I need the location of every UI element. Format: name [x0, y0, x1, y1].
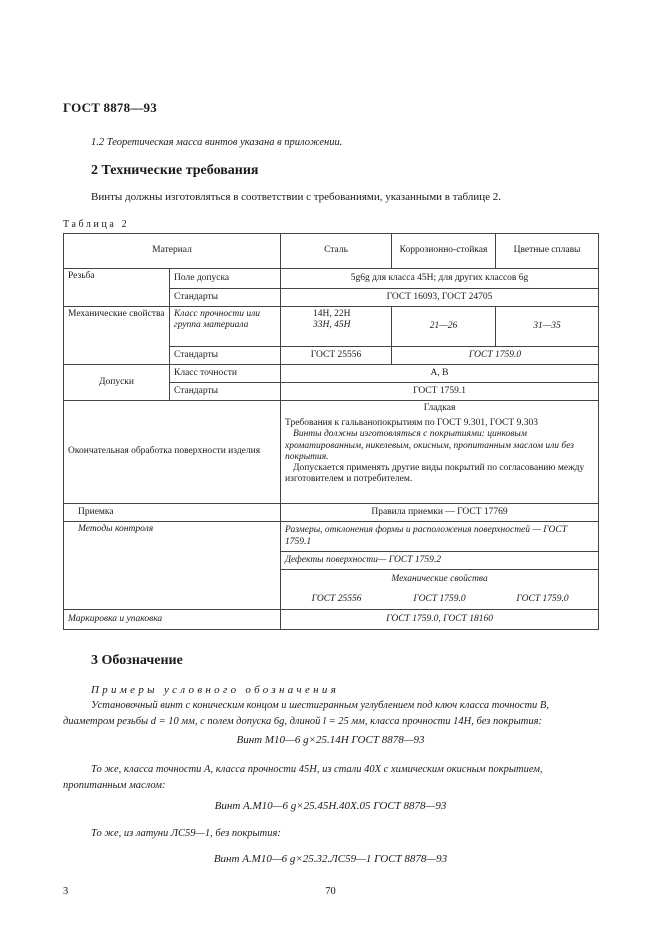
mech-label: Механические свойства: [64, 307, 170, 365]
methods-mech-stainless: ГОСТ 1759.0: [413, 593, 466, 604]
table-row: [64, 504, 599, 522]
header-nonferrous: Цветные сплавы: [496, 234, 599, 269]
section2-title: 2 Технические требования: [91, 163, 259, 178]
finish-line1: Требования к гальванопокрытиям по ГОСТ 9.301, ГОСТ 9.303: [285, 418, 538, 429]
document-header: ГОСТ 8878—93: [63, 100, 157, 115]
mech-class-label: Класс прочности или группа материала: [170, 307, 281, 347]
mech-stainless: 21—26: [392, 307, 496, 347]
methods-mech-values: [285, 594, 594, 605]
page-number-center: 70: [325, 886, 336, 897]
finish-head: Гладкая: [423, 403, 456, 413]
table-row: [64, 401, 599, 504]
mech-std-other: ГОСТ 1759.0: [392, 347, 599, 365]
finish-line2: Винты должны изготовляться с покрытиями: цинковым хроматированным, никелевым, окисным, пропитанным маслом или без покрытия.: [285, 429, 574, 462]
page-number-left: 3: [63, 886, 69, 897]
finish-line3: Допускается применять другие виды покрытий по согласованию между изготовителем и потребителем.: [285, 463, 585, 485]
requirements-table: [63, 233, 599, 630]
thread-label: Резьба: [64, 269, 170, 307]
table-header-row: [64, 234, 599, 269]
example1-formula: Винт М10—6 g×25.14Н ГОСТ 8878—93: [236, 734, 425, 746]
methods-label: Методы контроля: [64, 522, 281, 610]
marking-value: ГОСТ 1759.0, ГОСТ 18160: [281, 610, 599, 630]
tolerances-class-value: А, В: [281, 365, 599, 383]
header-steel: Сталь: [281, 234, 392, 269]
examples-title: Примеры условного обозначения: [91, 684, 340, 696]
tolerances-std-label: Стандарты: [170, 383, 281, 401]
methods-mech-steel: ГОСТ 25556: [311, 593, 362, 604]
section3-title: 3 Обозначение: [91, 653, 183, 668]
methods-mech-nonferrous: ГОСТ 1759.0: [516, 593, 569, 604]
table-row: [64, 307, 599, 347]
table-row: [64, 269, 599, 289]
mech-steel-a: 14Н, 22Н: [313, 309, 351, 319]
marking-label: Маркировка и упаковка: [64, 610, 281, 630]
mech-steel-cell: [281, 307, 392, 347]
mech-std-steel: ГОСТ 25556: [281, 347, 392, 365]
mech-std-label: Стандарты: [170, 347, 281, 365]
mech-nonferrous: 31—35: [496, 307, 599, 347]
methods-mech-head: Механические свойства: [391, 574, 488, 585]
header-material: Материал: [64, 234, 281, 269]
tolerances-label: Допуски: [64, 365, 170, 401]
tolerances-std-value: ГОСТ 1759.1: [281, 383, 599, 401]
thread-tol-label: Поле допуска: [170, 269, 281, 289]
methods-row2: Дефекты поверхности— ГОСТ 1759.2: [281, 552, 599, 570]
mech-steel-b: 33Н, 45Н: [313, 320, 351, 331]
table-row: [64, 610, 599, 630]
finish-label: Окончательная обработка поверхности изделия: [64, 401, 281, 504]
table-row: [64, 522, 599, 552]
section2-text: Винты должны изготовляться в соответствии с требованиями, указанными в таблице 2.: [91, 191, 502, 203]
acceptance-label: Приемка: [64, 504, 281, 522]
example1-text: Установочный винт с коническим концом и шестигранным углублением под ключ класса точности В, диаметром резьбы d = 10 мм, с полем допуска 6g, длиной l = 25 мм, класса прочности 14Н, без покрытия:: [63, 700, 549, 727]
example2-formula: Винт А.М10—6 g×25.45Н.40Х.05 ГОСТ 8878—93: [214, 800, 447, 812]
acceptance-value: Правила приемки — ГОСТ 17769: [281, 504, 599, 522]
example2-text: То же, класса точности А, класса прочности 45Н, из стали 40Х с химическим окисным покрытием, пропитанным маслом:: [63, 764, 543, 791]
header-stainless: Коррозионно-стойкая: [392, 234, 496, 269]
tolerances-class-label: Класс точности: [170, 365, 281, 383]
thread-tol-value: 5g6g для класса 45Н; для других классов 6g: [281, 269, 599, 289]
example3-text: То же, из латуни ЛС59—1, без покрытия:: [91, 828, 281, 839]
thread-std-label: Стандарты: [170, 289, 281, 307]
methods-row1: Размеры, отклонения формы и расположения поверхностей — ГОСТ 1759.1: [281, 522, 599, 552]
methods-mech-cell: [281, 570, 599, 610]
thread-std-value: ГОСТ 16093, ГОСТ 24705: [281, 289, 599, 307]
table-caption: Таблица 2: [63, 219, 130, 230]
example3-formula: Винт А.М10—6 g×25.32.ЛС59—1 ГОСТ 8878—93: [213, 853, 448, 865]
finish-cell: [281, 401, 599, 504]
section-note: 1.2 Теоретическая масса винтов указана в приложении.: [91, 137, 343, 148]
table-row: [64, 365, 599, 383]
